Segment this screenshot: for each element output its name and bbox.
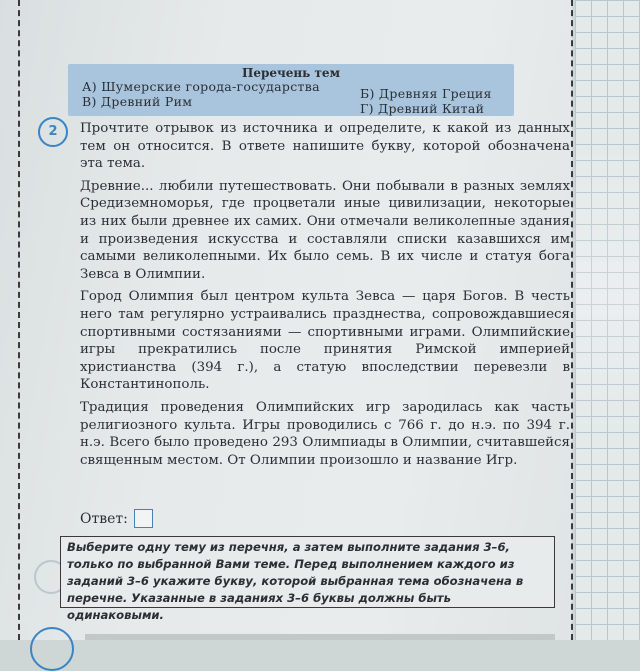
topic-list-title: Перечень тем — [241, 66, 340, 80]
page-shine — [575, 140, 640, 440]
source-paragraph-3: Традиция проведения Олимпийских игр зародилась как часть религиозного культа. Игры проводились с 766 г. до н.э. по 394 г. н.э. Всего было проведено 293 Олимпиады в Олимпии, считавшейся священным местом. От Олимпии произошло и название Игр. — [80, 399, 570, 468]
source-paragraph-2: Город Олимпия был центром культа Зевса — царя Богов. В честь него там регулярно устраивались празднества, сопровождавшиеся спортивными состязаниями — спортивными играми. Олимпийские игры прекратились после принятия Римской империей христианства (394 г.), а статую впоследствии перевезли в Константинополь. — [80, 289, 570, 393]
topic-list — [68, 64, 514, 116]
instruction-box: Выберите одну тему из перечня, а затем выполните задания 3–6, только по выбранной Вами теме. Перед выполнением каждого из заданий 3–6 укажите букву, которой выбранная тема обозначена в перечне. Указанные в заданиях 3–6 буквы должны быть одинаковыми. — [60, 536, 555, 608]
task-prompt: Прочтите отрывок из источника и определите, к какой из данных тем он относится. В ответе напишите букву, которой обозначена эта тема. — [80, 121, 570, 172]
task-number-badge: 2 — [38, 117, 68, 147]
topic-b: Б) Древняя Греция — [360, 86, 492, 101]
task-body — [80, 120, 570, 474]
topic-v: В) Древний Рим — [82, 94, 193, 109]
next-task-badge — [30, 627, 74, 671]
cut-line-right — [571, 0, 573, 640]
cut-line-left — [18, 0, 20, 640]
topic-a: А) Шумерские города-государства — [82, 79, 320, 94]
answer-input-box[interactable] — [134, 509, 153, 528]
next-task-text-edge — [85, 634, 555, 640]
source-paragraph-1: Древние... любили путешествовать. Они побывали в разных землях Средиземноморья, где процветали иные цивилизации, некоторые из них были древнее их самих. Они отмечали великолепные здания и произведения искусства и составляли списки казавшихся им самыми великолепными. Их было семь. В их числе и статуя бога Зевса в Олимпии. — [80, 178, 570, 282]
answer-label: Ответ: — [80, 510, 128, 527]
answer-row — [80, 509, 153, 528]
topic-g: Г) Древний Китай — [360, 101, 485, 116]
